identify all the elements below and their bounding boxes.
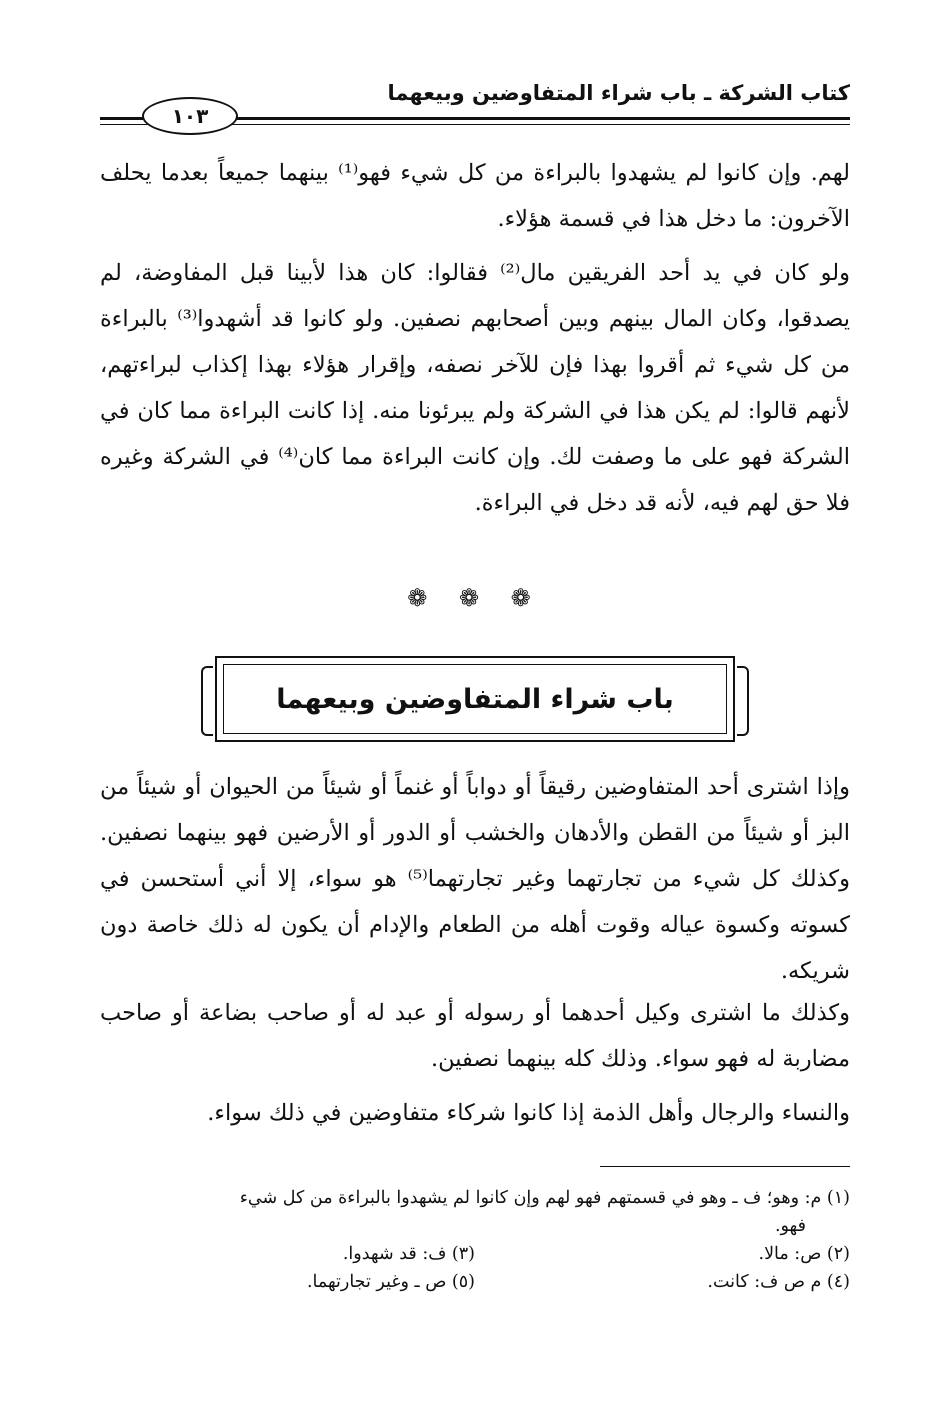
running-title: كتاب الشركة ـ باب شراء المتفاوضين وبيعهما (387, 81, 850, 105)
footnote-2: (٢) ص: مالا. (758, 1244, 850, 1264)
footnote-1-continued: فهو. (774, 1216, 806, 1236)
footnote-5: (٥) ص ـ وغير تجارتهما. (306, 1272, 475, 1292)
section-separator: ❁ ❁ ❁ (407, 584, 543, 612)
footnote-4: (٤) م ص ف: كانت. (707, 1272, 850, 1292)
paragraph-1: لهم. وإن كانوا لم يشهدوا بالبراءة من كل شيء فهو⁽¹⁾ بينهما جميعاً بعدما يحلف الآخرون: ما دخل هذا في قسمة هؤلاء. (100, 160, 850, 232)
section-heading-frame (215, 656, 735, 742)
heading-bracket-right (737, 666, 749, 736)
footnote-rule (600, 1166, 850, 1167)
footnote-row-2-3 (100, 1240, 850, 1268)
paragraph-4: وإذا اشترى أحد المتفاوضين رقيقاً أو دواباً أو غنماً أو شيئاً من الحيوان أو شيئاً من البز أو شيئاً من القطن والأدهان والخشب أو الدور أو الأرضين فهو بينهما نصفين. وكذلك كل شيء من تجارتهما وغير تجارتهما⁽⁵⁾ هو سواء، إلا أني أستحسن في كسوته وكسوة عياله وقوت أهله من الطعام والإدام أن يكون له ذلك خاصة دون شريكه. (100, 774, 850, 984)
heading-bracket-left (201, 666, 213, 736)
paragraph-5: وكذلك ما اشترى وكيل أحدهما أو رسوله أو عبد له أو صاحب بضاعة أو صاحب مضاربة له فهو سواء. وذلك كله بينهما نصفين. (100, 1000, 850, 1072)
footnote-row-4-5 (100, 1268, 850, 1296)
section-title: باب شراء المتفاوضين وبيعهما (276, 683, 674, 715)
section-heading-inner (223, 664, 727, 734)
paragraph-2: ولو كان في يد أحد الفريقين مال⁽²⁾ فقالوا: كان هذا لأبينا قبل المفاوضة، لم يصدقوا، وكان المال بينهم وبين أصحابهم نصفين. ولو كانوا قد أشهدوا⁽³⁾ بالبراءة من كل شيء ثم أقروا بهذا فإن للآخر نصفه، وإقرار هؤلاء بهذا إكذاب لبراءتهم، لأنهم قالوا: لم يكن هذا في الشركة ولم يبرئونا منه. إذا كانت البراءة مما كان في الشركة فهو على ما وصفت لك. وإن كانت البراءة مما كان⁽⁴⁾ في الشركة وغيره فلا حق لهم فيه، لأنه قد دخل في البراءة. (100, 260, 850, 516)
footnote-3: (٣) ف: قد شهدوا. (342, 1244, 475, 1264)
page-number: ١٠٣ (142, 97, 238, 135)
paragraph-6: والنساء والرجال وأهل الذمة إذا كانوا شركاء متفاوضين في ذلك سواء. (207, 1100, 850, 1126)
footnote-1: (١) م: وهو؛ ف ـ وهو في قسمتهم فهو لهم وإن كانوا لم يشهدوا بالبراءة من كل شيء (239, 1188, 850, 1208)
footnotes (100, 1184, 850, 1296)
